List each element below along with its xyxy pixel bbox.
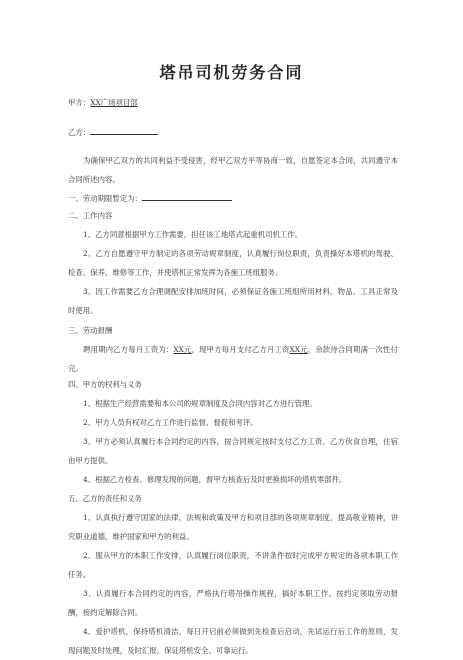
section-5-item: 4、爱护塔机，保持塔机清洁，每日开启前必须做到先检查后启动，先试运行后工作的原则，发现问题及时处理，及时汇报，保证塔机安全、可靠运行。 — [68, 627, 398, 655]
section-5-heading: 五、乙方的责任和义务 — [68, 494, 142, 503]
monthly-salary-value: XX元 — [173, 345, 192, 354]
term-label: 一、劳动期限暂定为： — [68, 194, 142, 203]
section-2-heading: 二、工作内容 — [68, 211, 113, 220]
section-4-item: 1、根据生产经营需要和本公司的规章制度及合同内容对乙方进行管理。 — [83, 399, 317, 408]
party-a-line — [68, 98, 398, 108]
party-b-line — [68, 126, 398, 138]
monthly-paid-value: XX元 — [289, 345, 308, 354]
party-b-label: 乙方： — [68, 128, 91, 137]
section-4-heading: 四、甲方的权利与义务 — [68, 380, 142, 389]
salary-text: ，现甲方每月支付乙方月工资 — [191, 345, 290, 354]
section-2-item: 2、乙方自愿遵守甲方制定的各项劳动规章制度，认真履行岗位职责，负责操好本塔机的驾驶、检查、保养、维修等工作，并使塔机正常发挥为各施工班组服务。 — [68, 249, 398, 277]
preamble: 为确保甲乙双方的共同利益不受侵害，经甲乙双方平等协商一致，自愿签定本合同，共同遵守本合同所述内容。 — [68, 156, 398, 184]
section-4-item: 4、根据乙方检查、修理发现的问题，督甲方核查后及时更换损坏的塔机零部件。 — [83, 475, 347, 484]
salary-text: ，余款待合同期满一次性付完。 — [68, 345, 398, 373]
party-a-value: XX广场项目部 — [90, 98, 138, 107]
section-4-item: 2、甲方人员有权对乙方工作进行监督、督促和考评。 — [83, 418, 258, 427]
salary-paragraph — [68, 340, 398, 378]
party-a-label: 甲方： — [68, 98, 91, 107]
section-2-item: 3、因工作需要乙方合理调配安排加班时间，必须保证各施工班组所用材料、物品、工具正常及时使用。 — [68, 287, 398, 315]
section-5-item: 3、认真履行本合同约定的内容，严格执行塔吊操作规程，搞好本职工作。按约定领取劳动报酬，接约定解除合同。 — [68, 589, 398, 617]
section-1-term — [68, 192, 398, 204]
term-blank — [142, 192, 232, 201]
section-5-item: 1、认真执行遵守国家的法律、法规和政策及甲方和项目部的各项规章制度，提高敬业精神，讲究职业道德，维护国家和甲方的利益。 — [68, 513, 398, 541]
section-3-heading: 三、劳动报酬 — [68, 326, 113, 335]
section-2-item: 1、乙方同意根据甲方工作需要，担任该工地塔式起重机司机工作。 — [83, 230, 303, 239]
party-b-blank — [90, 126, 158, 135]
document-title: 塔吊司机劳务合同 — [159, 63, 304, 82]
section-4-item: 3、甲方必须认真履行本合同约定的内容，按合同规定按时支付乙方工资。乙方伙食自理，住宿由甲方提供。 — [68, 437, 398, 465]
salary-text: 聘用期内乙方每月工资为： — [83, 345, 174, 354]
section-5-item: 2、服从甲方的本职工作安排，认真履行岗位职责，不讲条件按时完成甲方规定的各项本职工作任务。 — [68, 551, 398, 579]
